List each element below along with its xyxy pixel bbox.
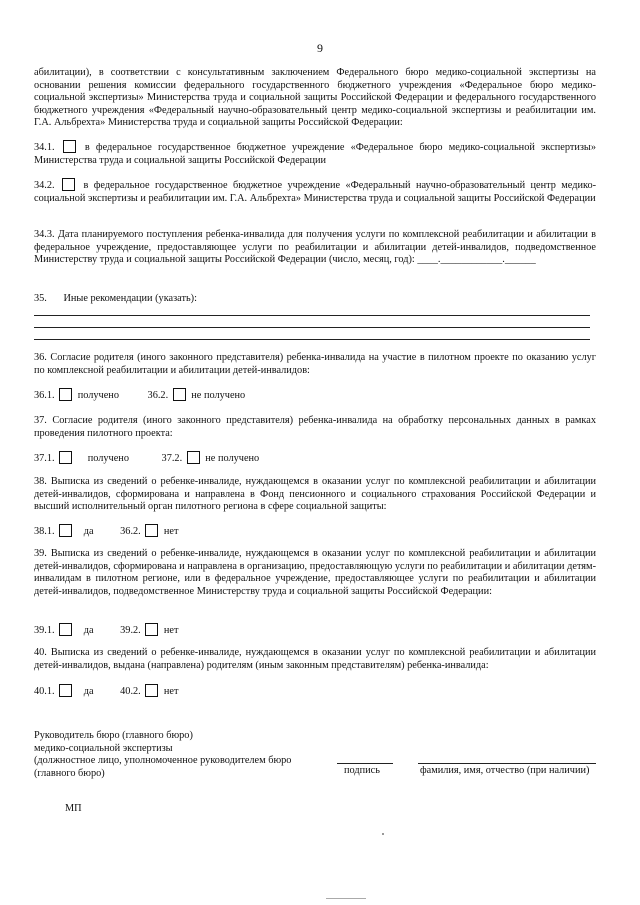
item-37-options <box>34 451 259 466</box>
option-39-1-checkbox[interactable] <box>59 623 72 636</box>
recommendation-line-1[interactable] <box>34 315 590 316</box>
recommendation-line-2[interactable] <box>34 327 590 328</box>
item-39-options <box>34 623 178 638</box>
signature-line-2: медико-социальной экспертизы <box>34 742 173 754</box>
intro-paragraph: абилитации), в соответствии с консультативным заключением Федерального бюро медико-социальной экспертизы на основании решения комиссии федерального государственного бюджетного учреждения «Федеральное бюро медико-социальной экспертизы» Министерства труда и социальной защиты Российской Федерации и федерального государственного бюджетного учреждения «Федеральный научно-образовательный центр медико-социальной экспертизы и реабилитации им. Г.А. Альбрехта» Министерства труда и социальной защиты Российской Федерации: <box>34 67 596 129</box>
full-name-caption: фамилия, имя, отчество (при наличии) <box>420 765 590 776</box>
item-34-1 <box>34 140 596 167</box>
item-36-text: 36. Согласие родителя (иного законного представителя) ребенка-инвалида на участие в пилотном проекте по оказанию услуг по комплексной реабилитации и абилитации детей-инвалидов: <box>34 352 596 376</box>
option-36-1-number: 36.1. <box>34 390 55 401</box>
option-39-1-label: да <box>83 625 94 636</box>
option-40-2-label: нет <box>163 686 179 697</box>
option-36-2-label: не получено <box>191 390 246 401</box>
option-39-2-number: 39.2. <box>120 625 141 636</box>
item-34-1-checkbox[interactable] <box>63 140 76 153</box>
option-38-1-checkbox[interactable] <box>59 524 72 537</box>
option-38-2-checkbox[interactable] <box>145 524 158 537</box>
option-40-2-checkbox[interactable] <box>145 684 158 697</box>
full-name-field[interactable] <box>418 763 596 764</box>
item-38-text: 38. Выписка из сведений о ребенке-инвалиде, нуждающемся в оказании услуг по комплексной реабилитации и абилитации детей-инвалидов, сформирована и направлена в Фонд пенсионного и социального страхования Российской Федерации и высший исполнительный орган пилотного региона в сфере социальной защиты: <box>34 476 596 513</box>
signature-caption: подпись <box>344 765 380 776</box>
item-38-options <box>34 524 178 539</box>
signature-field[interactable] <box>337 763 393 764</box>
option-38-2-number: 36.2. <box>120 526 141 537</box>
item-34-3-date-field[interactable]: ____.____________.______ <box>417 254 536 266</box>
option-38-2-label: нет <box>163 526 179 537</box>
signature-line-1: Руководитель бюро (главного бюро) <box>34 730 193 741</box>
recommendation-line-3[interactable] <box>34 339 590 340</box>
option-37-1-checkbox[interactable] <box>59 451 72 464</box>
option-39-1-number: 39.1. <box>34 625 55 636</box>
signature-line-4: (главного бюро) <box>34 767 105 779</box>
item-34-2-checkbox[interactable] <box>62 178 75 191</box>
item-34-1-text: в федеральное государственное бюджетное учреждение «Федеральное бюро медико-социальной экспертизы» Министерства труда и социальной защиты Российской Федерации <box>34 142 596 166</box>
item-36-options <box>34 388 245 403</box>
stamp-place: МП <box>65 803 82 814</box>
option-38-1-number: 38.1. <box>34 526 55 537</box>
option-36-2-checkbox[interactable] <box>173 388 186 401</box>
option-40-1-number: 40.1. <box>34 686 55 697</box>
item-35-number: 35. <box>34 293 47 304</box>
option-37-2-checkbox[interactable] <box>187 451 200 464</box>
option-37-1-label: получено <box>87 453 129 464</box>
item-37-text: 37. Согласие родителя (иного законного представителя) ребенка-инвалида на обработку персональных данных в рамках проведения пилотного проекта: <box>34 415 596 439</box>
option-36-2-number: 36.2. <box>147 390 169 401</box>
scan-mark <box>326 898 366 899</box>
scan-speck <box>382 833 384 835</box>
option-38-1-label: да <box>83 526 94 537</box>
option-40-1-label: да <box>83 686 94 697</box>
item-34-1-number: 34.1. <box>34 142 55 153</box>
option-36-1-checkbox[interactable] <box>59 388 72 401</box>
option-39-2-checkbox[interactable] <box>145 623 158 636</box>
page-number: 9 <box>317 41 323 55</box>
option-40-1-checkbox[interactable] <box>59 684 72 697</box>
item-34-3-text: 34.3. Дата планируемого поступления ребенка-инвалида для получения услуги по комплексной реабилитации и абилитации в федеральное учреждение, предоставляющее услуги по реабилитации и абилитации детей-инвалидов, подведомственное Министерству труда и социальной защиты Российской Федерации (число, месяц, год): <box>34 229 596 266</box>
signature-block <box>34 730 291 780</box>
option-37-2-label: не получено <box>205 453 260 464</box>
item-35 <box>34 292 197 306</box>
item-34-3 <box>34 229 596 267</box>
item-34-2-number: 34.2. <box>34 180 55 191</box>
item-34-2-text: в федеральное государственное бюджетное учреждение «Федеральный научно-образовательный центр медико-социальной экспертизы и реабилитации им. Г.А. Альбрехта» Министерства труда и социальной защиты Российской Федерации <box>34 180 597 204</box>
option-36-1-label: получено <box>77 390 119 401</box>
item-40-text: 40. Выписка из сведений о ребенке-инвалиде, нуждающемся в оказании услуг по комплексной реабилитации и абилитации детей-инвалидов, выдана (направлена) родителям (иным законным представителям) ребенка-инвалида: <box>34 647 596 671</box>
option-40-2-number: 40.2. <box>120 686 141 697</box>
signature-line-3: (должностное лицо, уполномоченное руководителем бюро <box>34 755 292 766</box>
option-39-2-label: нет <box>163 625 179 636</box>
item-40-options <box>34 684 178 699</box>
option-37-1-number: 37.1. <box>34 453 55 464</box>
item-39-text: 39. Выписка из сведений о ребенке-инвалиде, нуждающемся в оказании услуг по комплексной реабилитации и абилитации детей-инвалидов, сформирована и направлена в организацию, предоставляющую услуги по реабилитации и абилитации детям-инвалидам в пилотном регионе, или в федеральное учреждение, предоставляющее услуги по реабилитации и абилитации детей-инвалидов, подведомственное Министерству труда и социальной защиты Российской Федерации: <box>34 548 596 597</box>
option-37-2-number: 37.2. <box>161 453 183 464</box>
item-34-2 <box>34 178 596 205</box>
item-35-text: Иные рекомендации (указать): <box>63 293 197 304</box>
